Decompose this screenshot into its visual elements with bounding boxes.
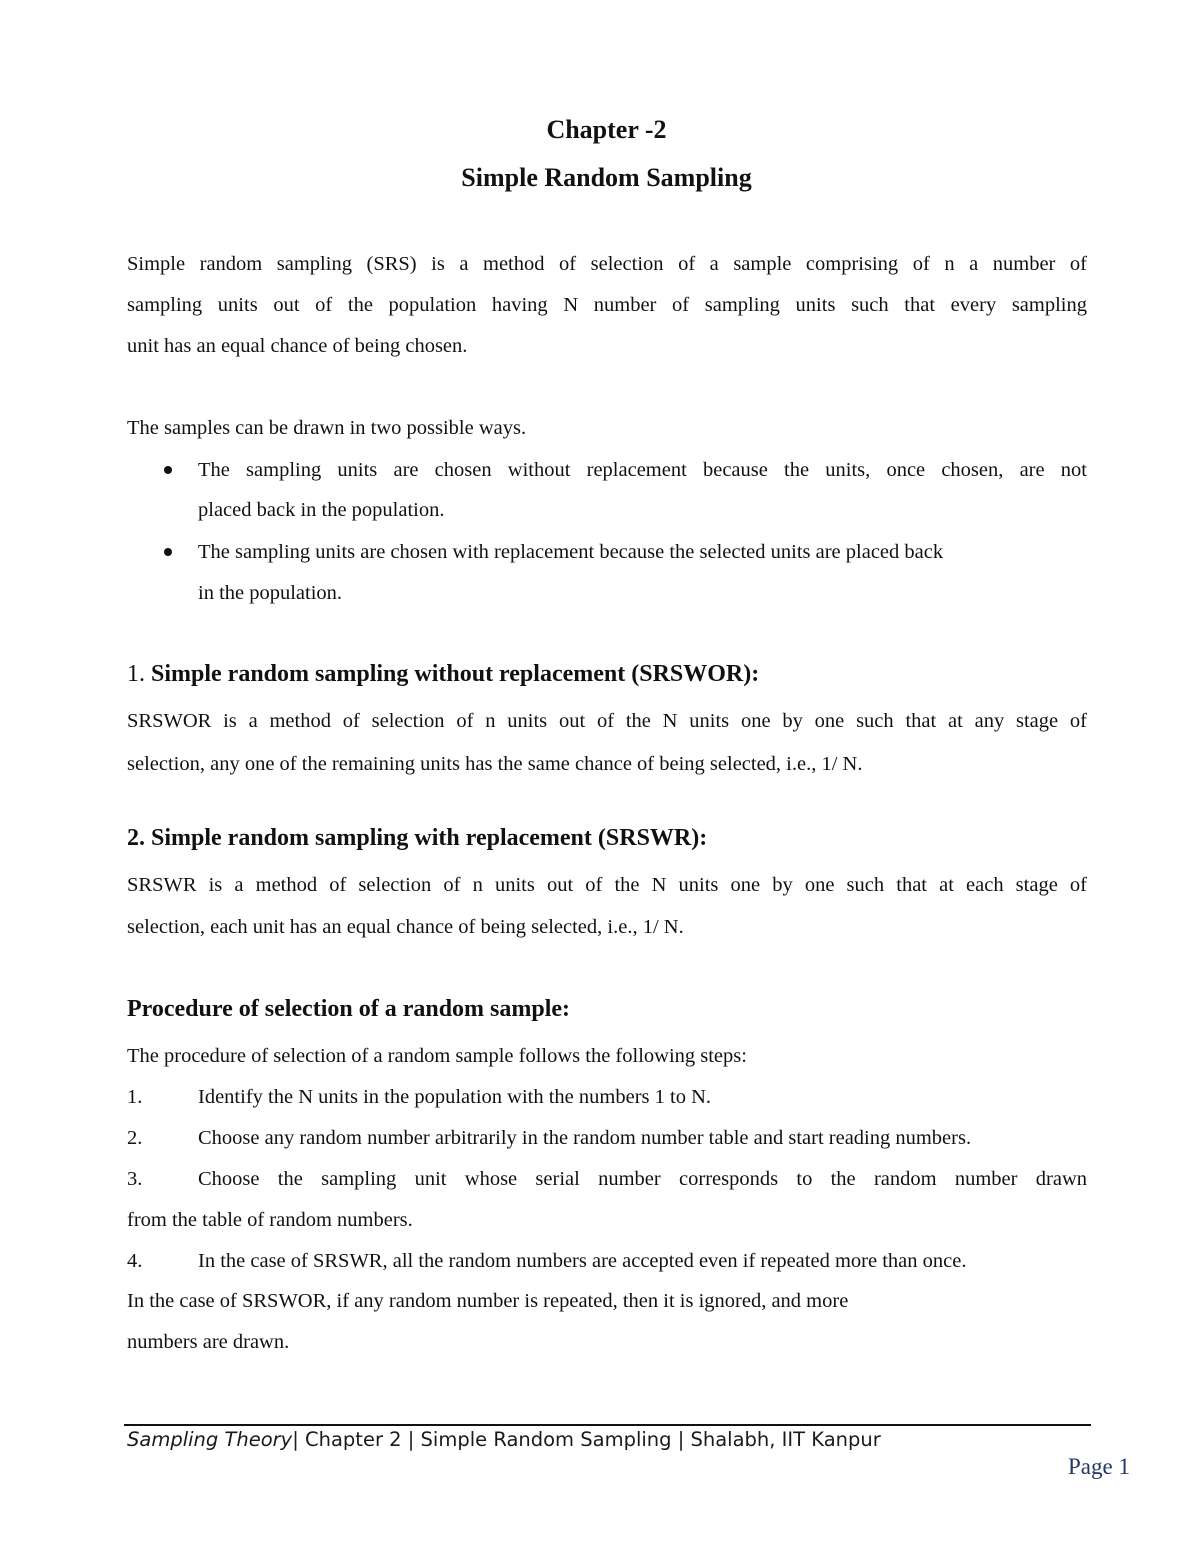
chapter-label: Chapter -2 (546, 115, 667, 144)
step-4-continuation-2: numbers are drawn. (127, 1331, 290, 1353)
intro-line-1: Simple random sampling (SRS) is a method of selection of a sample comprising of n a number of (127, 253, 1087, 275)
footer-book-title: Sampling Theory (127, 1428, 293, 1451)
footer-details: | Chapter 2 | Simple Random Sampling | Shalabh, IIT Kanpur (292, 1428, 881, 1451)
step-3-text: Choose the sampling unit whose serial number corresponds to the random number drawn (198, 1168, 1087, 1190)
step-1-number: 1. (127, 1086, 143, 1108)
page-number: Page 1 (1068, 1454, 1130, 1479)
intro-line-2: sampling units out of the population having N number of sampling units such that every sampling (127, 294, 1087, 316)
bullet-2-line-1: The sampling units are chosen with replacement because the selected units are placed back (198, 541, 944, 563)
step-1-text: Identify the N units in the population with the numbers 1 to N. (198, 1086, 712, 1108)
srswr-line-2: selection, each unit has an equal chance of being selected, i.e., 1/ N. (127, 916, 684, 938)
step-2-text: Choose any random number arbitrarily in the random number table and start reading numbers. (198, 1127, 972, 1149)
section-2-heading: 2. Simple random sampling with replacement (SRSWR): (127, 825, 708, 851)
srswor-line-2: selection, any one of the remaining units has the same chance of being selected, i.e., 1/ N. (127, 753, 863, 775)
bullet-1-line-2: placed back in the population. (198, 499, 445, 521)
srswr-line-1: SRSWR is a method of selection of n units out of the N units one by one such that at each stage of (127, 874, 1087, 896)
step-3-continuation: from the table of random numbers. (127, 1209, 413, 1231)
section-1-number: 1. (127, 661, 145, 687)
section-1-heading (127, 661, 759, 688)
section-1-title: Simple random sampling without replacement (SRSWOR): (151, 661, 760, 687)
ways-lead: The samples can be drawn in two possible ways. (127, 417, 527, 439)
srswor-line-1: SRSWOR is a method of selection of n units out of the N units one by one such that at any stage of (127, 710, 1087, 732)
intro-line-3: unit has an equal chance of being chosen. (127, 335, 468, 357)
bullet-1-line-1: The sampling units are chosen without replacement because the units, once chosen, are not (198, 459, 1087, 481)
step-4-continuation-1: In the case of SRSWOR, if any random number is repeated, then it is ignored, and more (127, 1290, 849, 1312)
step-3-number: 3. (127, 1168, 143, 1190)
page-title: Simple Random Sampling (461, 163, 752, 192)
bullet-icon (164, 548, 172, 556)
procedure-lead: The procedure of selection of a random sample follows the following steps: (127, 1045, 747, 1067)
footer-divider (124, 1424, 1091, 1426)
footer (127, 1428, 881, 1451)
step-4-number: 4. (127, 1250, 143, 1272)
procedure-heading: Procedure of selection of a random sample: (127, 996, 571, 1022)
step-2-number: 2. (127, 1127, 143, 1149)
step-4-text: In the case of SRSWR, all the random numbers are accepted even if repeated more than once. (198, 1250, 967, 1272)
bullet-icon (164, 466, 172, 474)
bullet-2-line-2: in the population. (198, 582, 343, 604)
